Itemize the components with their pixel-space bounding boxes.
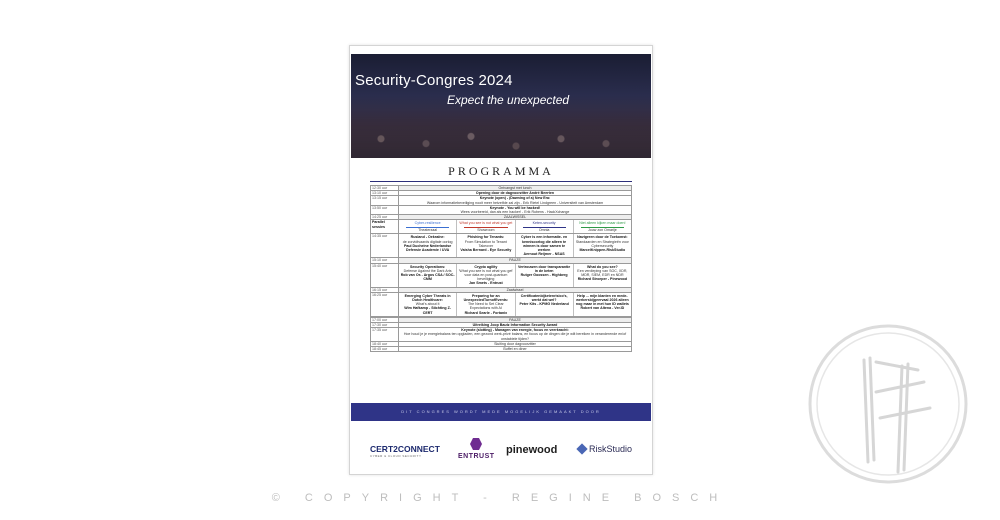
- schedule-row: [370, 347, 632, 352]
- room-change-label: Zaalwissel: [398, 288, 631, 292]
- session-cell: [399, 293, 456, 316]
- audience-photo: [351, 110, 651, 158]
- session-description: From Simulation to Tenant Takeover: [464, 239, 507, 248]
- track-header: [515, 220, 573, 233]
- session-cell: [515, 234, 573, 257]
- session-title: Security Operations:: [409, 264, 446, 269]
- session-speaker: Richard Searle - Fortanix: [464, 310, 508, 315]
- congress-tagline: Expect the unexpected: [447, 93, 570, 107]
- track-name: Niet alleen kijken maar doen!: [579, 221, 626, 226]
- session-cell: [399, 234, 456, 257]
- session-description: Standaarden en Strategieën voor Cybersecurity: [575, 239, 629, 248]
- session-title: Phishing for Tenants:: [467, 235, 505, 240]
- schedule-item: [398, 347, 631, 351]
- riskstudio-logo: [578, 444, 632, 454]
- track-room: Theaterzaal: [418, 228, 438, 233]
- session-title: Crypto agility: [474, 264, 498, 269]
- track-color-line: [523, 227, 566, 228]
- track-name: Keten-security: [532, 221, 556, 226]
- session-title: Vertrouwen door transparantie in de keten: [517, 264, 571, 273]
- schedule-item: [398, 196, 631, 204]
- schedule-time: 12:30 uur: [372, 186, 388, 190]
- tracks-header-row: [370, 220, 632, 234]
- schedule-item: [398, 191, 631, 195]
- session-row: [370, 264, 632, 288]
- session-speaker: Wim Hafkamp - Stichting Z-CERT: [404, 306, 451, 315]
- heading-divider: [370, 181, 632, 182]
- session-time: 15:40 uur: [372, 263, 388, 268]
- session-title: Navigeren door de Toekomst:: [577, 235, 628, 240]
- schedule-time: 13:50 uur: [372, 205, 388, 210]
- track-header: [456, 220, 514, 233]
- sponsor-banner: [351, 403, 651, 421]
- session-description: de zorvidtvaards digitale oorlog: [402, 239, 453, 244]
- session-row: [370, 234, 632, 258]
- schedule-item-text: Buffet en diner: [503, 347, 527, 352]
- session-speaker: MarcelKnippen-RiskStudio: [579, 248, 626, 253]
- schedule-item-text: Wees voorbereid, dan als een hacker! - Erik Rubens - HackXchange: [460, 210, 570, 215]
- session-description: Defense Against the Dark Arts: [403, 268, 452, 273]
- session-speaker: Paul Ducheine Nederlandse Defensie Academie / UVA: [403, 243, 452, 253]
- session-description: Een verdieping van SOC, XDR, MDR, SIEM, EDR en NDR: [577, 268, 628, 278]
- schedule-time: 18:40 uur: [372, 341, 388, 346]
- session-speaker: Rob van Os - Argos CSA / SOC-CMM: [400, 273, 455, 282]
- schedule-time: 14:25 uur: [372, 215, 388, 220]
- track-name: Cyber-resilience: [414, 221, 441, 226]
- track-color-line: [464, 227, 507, 228]
- schedule-time: 13:10 uur: [372, 191, 388, 196]
- session-speaker: Jan Smets - Entrust: [469, 281, 503, 286]
- schedule-time: 17:00 uur: [372, 317, 388, 322]
- session-title: Emerging Cyber Threats in Dutch Healthcare:: [404, 293, 451, 303]
- schedule-item: [398, 215, 631, 219]
- cert2connect-tagline: CYBER & CLOUD SECURITY: [370, 454, 422, 458]
- schedule-table: [370, 185, 632, 352]
- schedule-item-title: Uitreiking Joop Bautz Information Security Award: [472, 323, 558, 328]
- session-cell: [515, 264, 573, 287]
- schedule-item: [398, 323, 631, 327]
- sponsor-banner-text: DIT CONGRES WORDT MEDE MOGELIJK GEMAAKT DOOR: [401, 409, 601, 414]
- session-time: 16:25 uur: [372, 292, 388, 297]
- session-description: 'What you see is not what you get' voor data en post-quantum beveiliging: [458, 268, 514, 282]
- schedule-item-text: Ontvangst met lunch: [498, 186, 532, 190]
- programma-heading: PROGRAMMA: [448, 164, 554, 178]
- riskstudio-diamond-icon: [576, 443, 587, 454]
- schedule-row: [370, 206, 632, 215]
- session-speaker: Vaisha Bernard - Eye Security: [460, 248, 512, 253]
- schedule-item-title: Keynote - You will be hacked!: [489, 205, 541, 210]
- session-cell: [456, 234, 514, 257]
- track-name: What you see is not what you get: [459, 221, 513, 226]
- schedule-item-text: Sluiting door dagvoorzitter: [494, 341, 536, 346]
- schedule-row: [370, 328, 632, 342]
- schedule-item: [398, 328, 631, 341]
- session-speaker: Aernout Reijmer - NSAS: [523, 252, 565, 257]
- riskstudio-name: RiskStudio: [589, 444, 633, 454]
- parallel-label: Parallel sessies: [372, 220, 385, 229]
- schedule-item-text: Waarom informatiebeveiliging nooit meer hetzelfde zal zijn - Erik Rietel Lindgreen - Universiteit van Amsterdam: [426, 200, 604, 205]
- entrust-name: ENTRUST: [458, 453, 495, 460]
- entrust-logo: [458, 438, 494, 460]
- cert2connect-name: CERT2CONNECT: [370, 444, 440, 454]
- session-cell: [456, 293, 514, 316]
- schedule-item-text: PAUZE: [509, 317, 521, 322]
- cert2connect-logo: [370, 444, 440, 458]
- session-description: What's about it: [415, 302, 440, 307]
- room-change-time: 16:15 uur: [372, 287, 388, 292]
- copyright-line: © COPYRIGHT - REGINE BOSCH: [271, 492, 729, 504]
- program-poster: [349, 45, 653, 475]
- session-title: Certificatenbijketenrisico's, werkt dat wel?: [520, 293, 568, 303]
- track-color-line: [406, 227, 449, 228]
- session-speaker: Robert van Altena - Ver.ID: [580, 306, 625, 311]
- congress-title: Security-Congres 2024: [355, 72, 513, 89]
- schedule-item-title: Opening door de dagvoorzitter André Beerten: [475, 191, 555, 196]
- schedule-item: [398, 318, 631, 322]
- schedule-item-title: Keynote (slotting) - Managen van energie, focus en veerkracht:: [461, 328, 569, 333]
- session-speaker: Rutger Goossen - Highberg: [520, 273, 568, 278]
- session-row: [370, 293, 632, 317]
- entrust-hex-icon: [470, 438, 482, 450]
- session-cell: [573, 264, 631, 287]
- session-title: Preparing for an UnexpectedTurnofEvents:: [463, 293, 509, 303]
- session-title: What do you see?: [587, 264, 618, 269]
- schedule-time: 13:15 uur: [372, 196, 388, 201]
- schedule-item-title: Keynote (open) - (Dawning of a) New Era:: [479, 196, 551, 201]
- pinewood-logo: pinewood: [506, 444, 558, 456]
- session-cell: [515, 293, 573, 316]
- schedule-item-text: Hoe houd je je energiebalans ten opgladen, een gezond werk-privé balans, en focus op de dingen die je wilt bereiken in veranderende en/of onstabiele tijden?: [403, 332, 627, 341]
- pause-label: PAUZE: [398, 258, 631, 262]
- track-header: [573, 220, 631, 233]
- schedule-time: 17:30 uur: [372, 323, 388, 328]
- session-title: Cyber is een informatie- en kennisoorlog die alleen te winnen is door samen te werken: [521, 235, 568, 253]
- schedule-item: [398, 342, 631, 346]
- schedule-item: [398, 186, 631, 190]
- track-room: Showroom: [477, 228, 495, 233]
- track-room: Omnia: [538, 228, 550, 233]
- schedule-item-text: ZAALWISSEL: [503, 215, 527, 220]
- schedule-time: 18:45 uur: [372, 347, 388, 352]
- track-header: [399, 220, 456, 233]
- track-room: Jouw zon Omarije: [587, 228, 617, 233]
- schedule-row: [370, 196, 632, 205]
- sponsor-logos: [350, 436, 652, 466]
- track-color-line: [581, 227, 624, 228]
- session-speaker: Peter Kits - KPMG Nederland: [519, 302, 569, 307]
- session-time: 14:35 uur: [372, 234, 388, 239]
- hero-banner: [351, 54, 651, 158]
- session-cell: [399, 264, 456, 287]
- session-cell: [573, 234, 631, 257]
- session-cell: [573, 293, 631, 316]
- session-cell: [456, 264, 514, 287]
- session-speaker: Richard Stroeper - Pinewood: [577, 277, 628, 282]
- session-description: The Need to Set Clear Expectations with AI: [467, 302, 504, 311]
- designer-monogram-watermark: [806, 322, 970, 486]
- pause-time: 15:10 uur: [372, 258, 388, 263]
- schedule-item: [398, 206, 631, 214]
- schedule-time: 17:35 uur: [372, 328, 388, 333]
- session-title: Rusland - Oekraïne:: [410, 235, 445, 240]
- session-title: Help ... mijn klanten en mede-werkersbijgeervaal 2026 alleen nog maar in met hun ID wallets: [575, 293, 629, 307]
